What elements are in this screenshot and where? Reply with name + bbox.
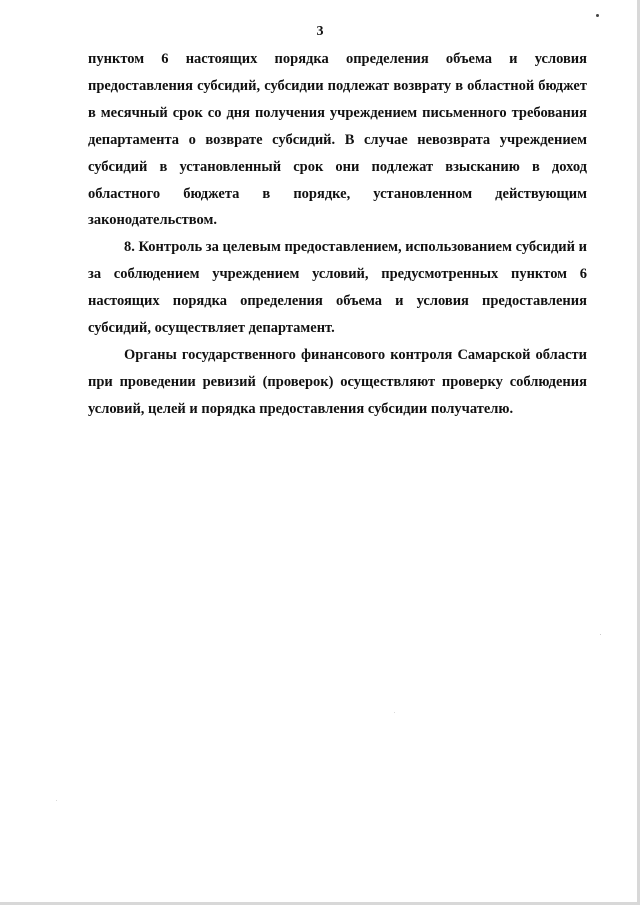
scan-speck	[596, 14, 599, 17]
paragraph-item-8: 8. Контроль за целевым предоставлением, использованием субсидий и за соблюдением учреждением условий, предусмотренных пунктом 6 настоящих порядка определения объема и условия предоставления субсидий, осуществляет департамент.	[88, 239, 587, 337]
document-body	[88, 46, 587, 423]
paragraph-continuation: пунктом 6 настоящих порядка определения объема и условия предоставления субсидий, субсидии подлежат возврату в областной бюджет в месячный срок со дня получения учреждением письменного требования департамента о возврате субсидий. В случае невозврата учреждением субсидий в установленный срок они подлежат взысканию в доход областного бюджета в порядке, установленном действующим законодательством.	[88, 51, 587, 229]
scan-speck	[56, 800, 57, 801]
page-number: 3	[316, 24, 324, 39]
scan-speck	[600, 634, 601, 635]
scan-speck	[394, 712, 395, 713]
paragraph-financial-control: Органы государственного финансового контроля Самарской области при проведении ревизий (проверок) осуществляют проверку соблюдения условий, целей и порядка предоставления субсидии получателю.	[88, 346, 587, 417]
